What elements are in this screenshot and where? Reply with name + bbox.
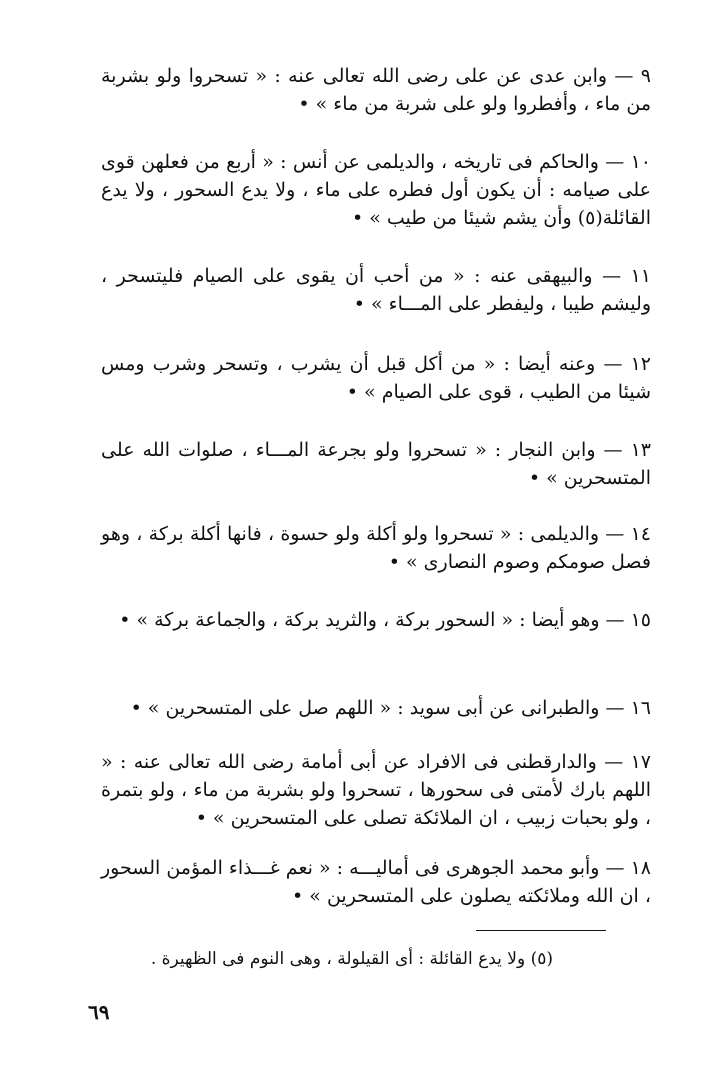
paragraph-10: ١٠ — والحاكم فى تاريخه ، والديلمى عن أنس : « أربع من فعلهن قوى على صيامه : أن يكون أول فطره على ماء ، ولا يدع السحور ، ولا يدع القائلة(٥) وأن يشم شيئا من طيب » •	[101, 151, 651, 229]
paragraph-18: ١٨ — وأبو محمد الجوهرى فى أماليـــه : « نعم غـــذاء المؤمن السحور ، ان الله وملائكته يصلون على المتسحرين » •	[101, 857, 651, 907]
paragraph-11: ١١ — والبيهقى عنه : « من أحب أن يقوى على الصيام فليتسحر ، وليشم طيبا ، وليفطر على المـــاء » •	[101, 265, 651, 315]
paragraph-9: ٩ — وابن عدى عن على رضى الله تعالى عنه : « تسحروا ولو بشربة من ماء ، وأفطروا ولو على شربة من ماء » •	[101, 65, 651, 115]
paragraph-13: ١٣ — وابن النجار : « تسحروا ولو بجرعة المـــاء ، صلوات الله على المتسحرين » •	[101, 439, 651, 489]
paragraph-12: ١٢ — وعنه أيضا : « من أكل قبل أن يشرب ، وتسحر وشرب ومس شيئا من الطيب ، قوى على الصيام » •	[101, 353, 651, 403]
footnote-divider	[476, 930, 606, 931]
paragraph-16: ١٦ — والطبرانى عن أبى سويد : « اللهم صل على المتسحرين » •	[130, 697, 651, 719]
paragraph-15: ١٥ — وهو أيضا : « السحور بركة ، والثريد بركة ، والجماعة بركة » •	[119, 609, 651, 631]
page-number: ٦٩	[88, 1000, 110, 1024]
paragraph-17: ١٧ — والدارقطنى فى الافراد عن أبى أمامة رضى الله تعالى عنه : « اللهم بارك لأمتى فى سحورها ، تسحروا ولو بشربة من ماء ، ولو بتمرة ، ولو بحبات زبيب ، ان الملائكة تصلى على المتسحرين » •	[101, 751, 651, 829]
paragraph-14: ١٤ — والديلمى : « تسحروا ولو أكلة ولو حسوة ، فانها أكلة بركة ، وهو فصل صومكم وصوم النصارى » •	[101, 523, 651, 573]
footnote: (٥) ولا يدع القائلة : أى القيلولة ، وهى النوم فى الظهيرة .	[150, 949, 553, 969]
